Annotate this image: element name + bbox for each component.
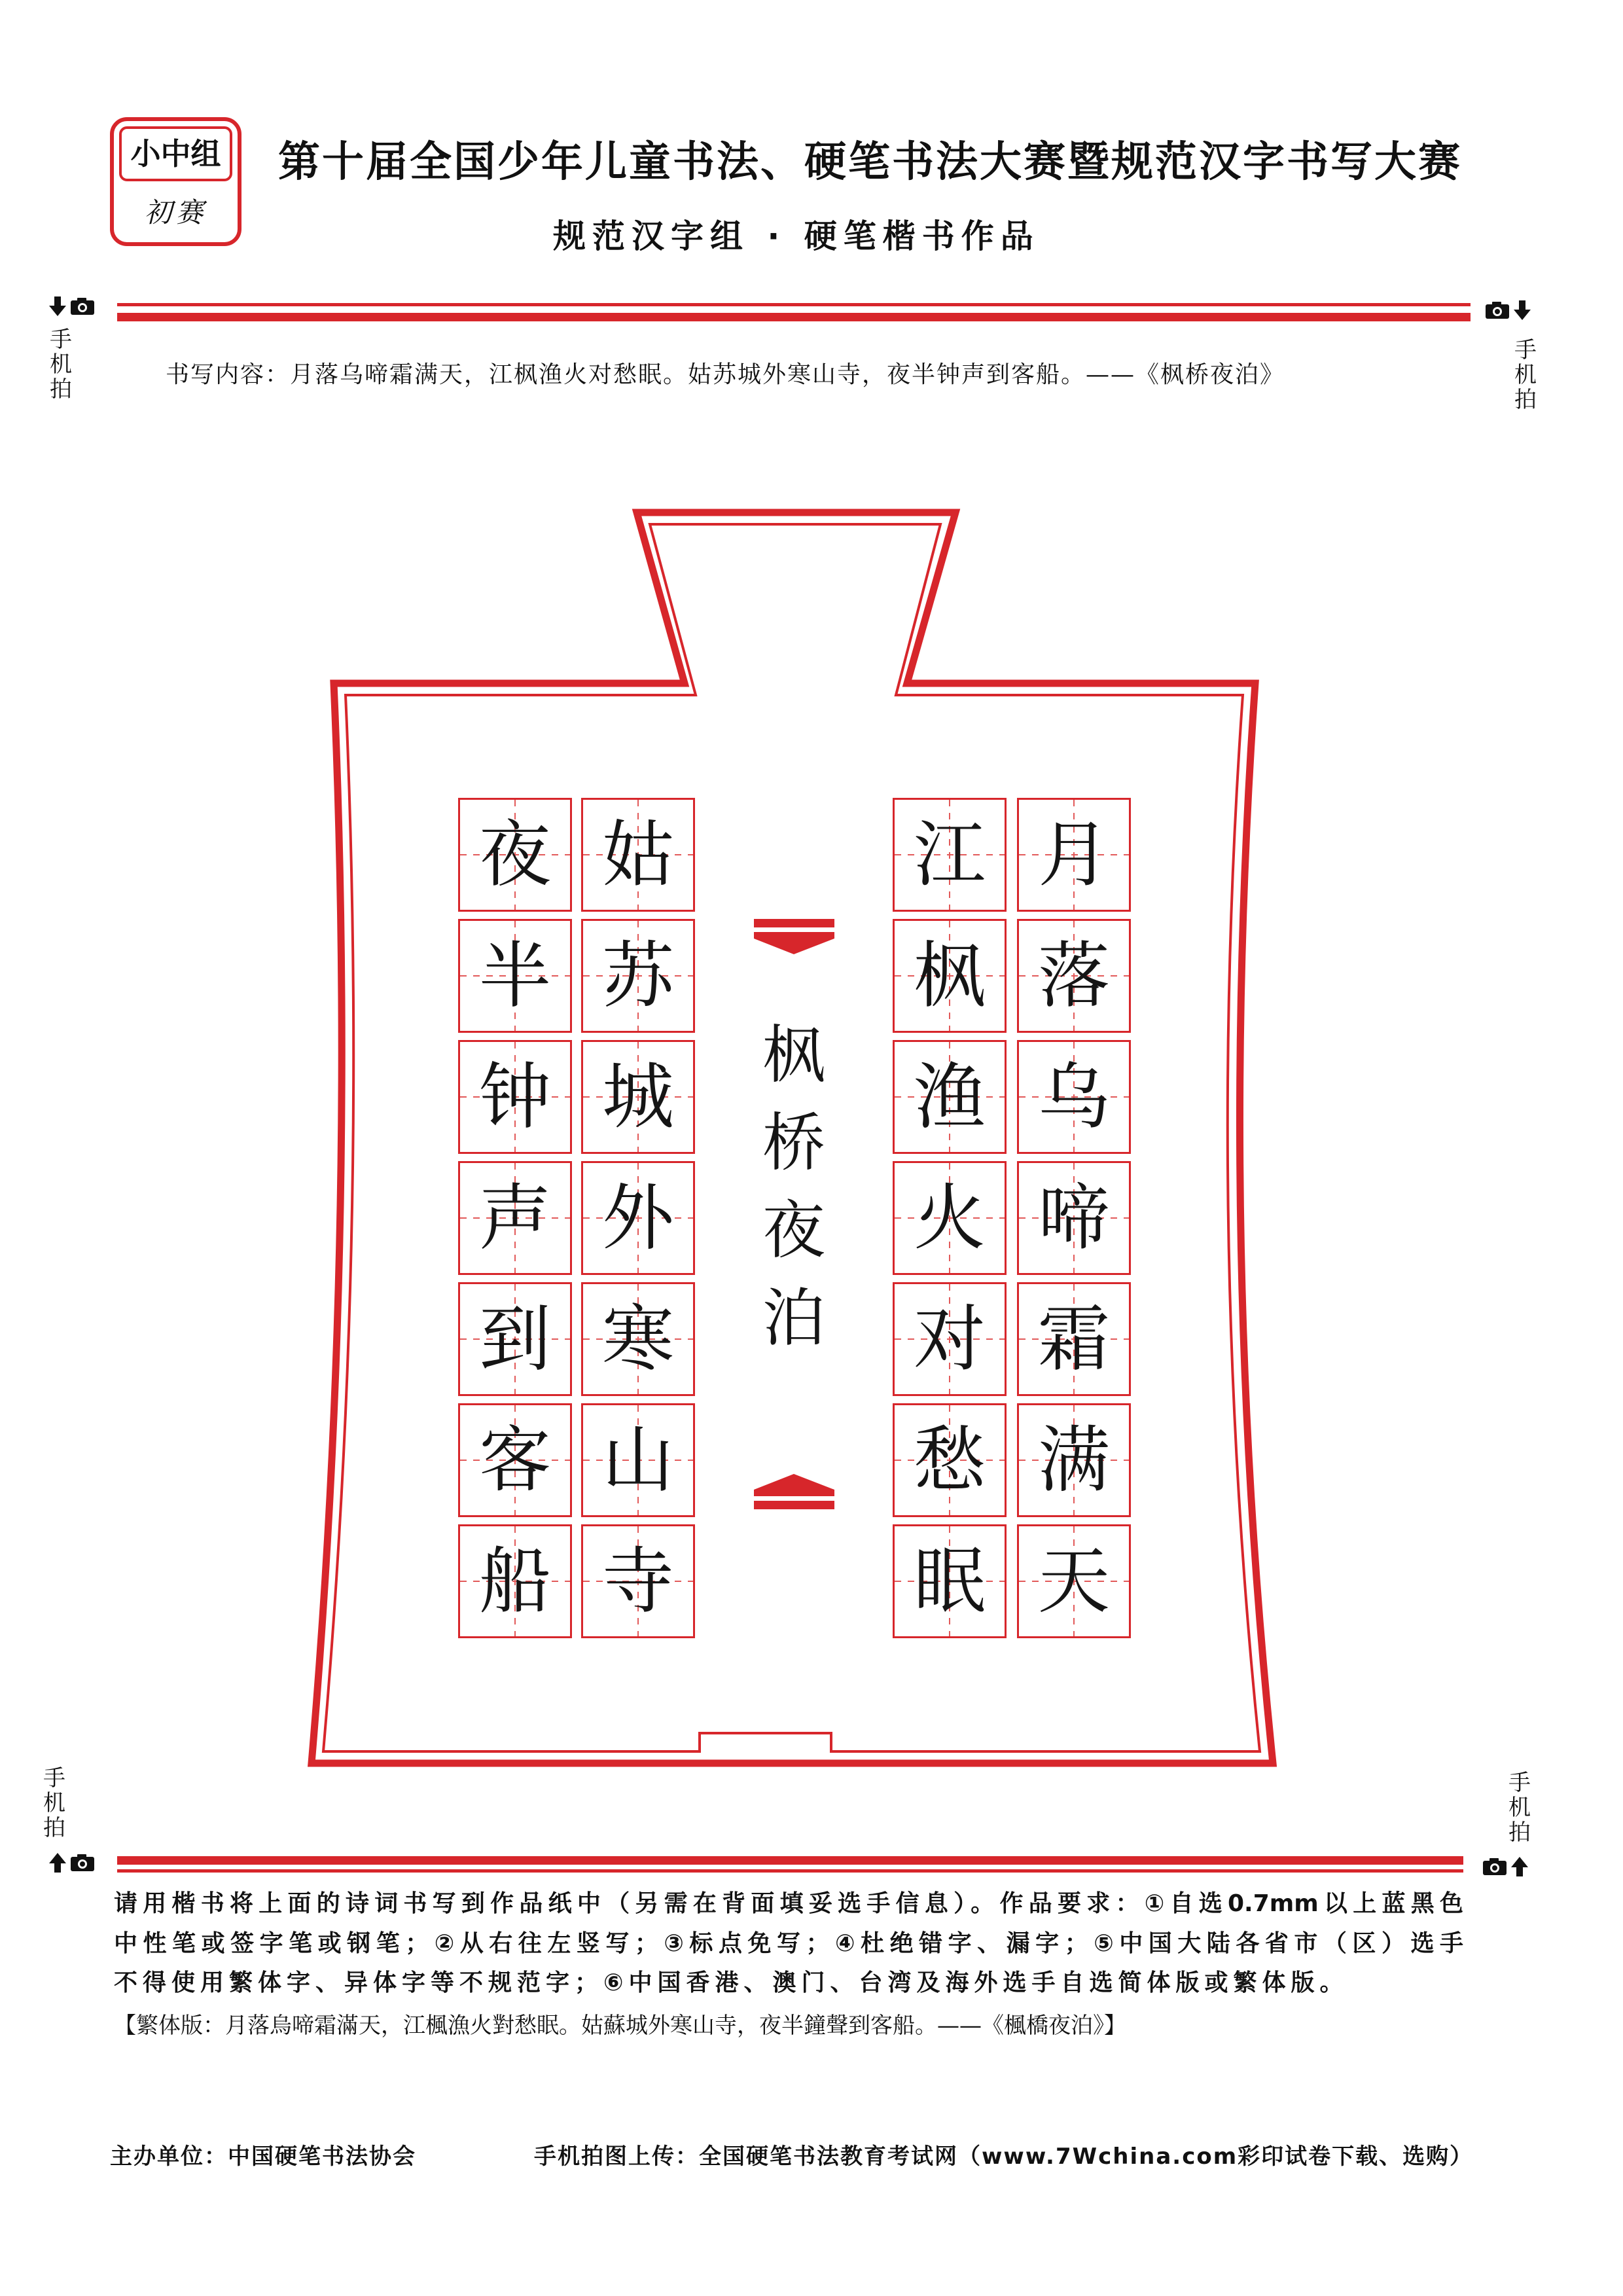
camera-icon (69, 1853, 96, 1873)
traditional-version-line: 【繁体版：月落烏啼霜滿天，江楓漁火對愁眠。姑蘇城外寒山寺，夜半鐘聲到客船。——《楓橋夜泊》】 (114, 2013, 1126, 2039)
badge-round-label: 初赛 (144, 196, 207, 228)
grid-cell (458, 1040, 572, 1154)
work-title-char: 枫 (762, 1018, 825, 1092)
grid-character: 寺 (602, 1539, 674, 1623)
title-ornament-bottom (754, 1474, 834, 1509)
grid-character: 夜 (479, 813, 551, 897)
photo-marker-label: 手机拍 (1508, 1770, 1531, 1846)
grid-cell (893, 919, 1007, 1033)
organizer-text: 主办单位：中国硬笔书法协会 (110, 2144, 416, 2170)
grid-cell (458, 1282, 572, 1396)
grid-character: 船 (479, 1539, 551, 1623)
grid-character: 姑 (602, 813, 674, 897)
instruction-line: 中性笔或签字笔或钢笔；②从右往左竖写；③标点免写；④杜绝错字、漏字；⑤中国大陆各省市（区）选手 (114, 1930, 1463, 1957)
arrow-up-icon (1510, 1856, 1529, 1877)
grid-character: 外 (602, 1176, 674, 1260)
arrow-up-icon (48, 1852, 67, 1873)
grid-character: 火 (914, 1176, 986, 1260)
grid-cell (893, 1282, 1007, 1396)
grid-cell (1017, 1161, 1131, 1275)
grid-character: 满 (1038, 1418, 1110, 1502)
grid-cell (893, 1161, 1007, 1275)
grid-character: 枫 (914, 934, 986, 1018)
grid-character: 对 (914, 1297, 986, 1381)
work-title-char: 夜 (762, 1194, 825, 1267)
grid-cell (581, 1161, 695, 1275)
camera-icon (1482, 1857, 1508, 1876)
grid-character: 到 (479, 1297, 551, 1381)
grid-character: 啼 (1038, 1176, 1110, 1260)
grid-character: 钟 (479, 1055, 551, 1139)
grid-cell (458, 1403, 572, 1517)
grid-cell (581, 1524, 695, 1638)
grid-character: 落 (1038, 934, 1110, 1018)
grid-cell (581, 919, 695, 1033)
grid-character: 客 (479, 1418, 551, 1502)
grid-cell (458, 1161, 572, 1275)
grid-character: 月 (1038, 813, 1110, 897)
grid-character: 半 (479, 934, 551, 1018)
page-title: 第十届全国少年儿童书法、硬笔书法大赛暨规范汉字书写大赛 (278, 137, 1462, 187)
grid-cell (581, 798, 695, 912)
grid-cell (581, 1282, 695, 1396)
writing-content-line: 书写内容：月落乌啼霜满天，江枫渔火对愁眠。姑苏城外寒山寺，夜半钟声到客船。——《枫桥夜泊》 (166, 361, 1285, 388)
grid-cell (893, 1040, 1007, 1154)
grid-character: 眠 (914, 1539, 986, 1623)
grid-cell (1017, 1403, 1131, 1517)
instruction-line: 请用楷书将上面的诗词书写到作品纸中（另需在背面填妥选手信息）。作品要求：①自选0.7mm以上蓝黑色 (114, 1890, 1463, 1917)
grid-cell (893, 1524, 1007, 1638)
grid-cell (458, 919, 572, 1033)
grid-character: 乌 (1038, 1055, 1110, 1139)
work-title-char: 泊 (762, 1282, 825, 1355)
grid-cell (458, 1524, 572, 1638)
upload-info-text: 手机拍图上传：全国硬笔书法教育考试网（www.7Wchina.com彩印试卷下载、选购） (534, 2144, 1474, 2170)
grid-character: 愁 (914, 1418, 986, 1502)
grid-character: 城 (602, 1055, 674, 1139)
grid-character: 山 (602, 1418, 674, 1502)
grid-cell (893, 1403, 1007, 1517)
grid-cell (458, 798, 572, 912)
photo-marker-label: 手机拍 (43, 1765, 65, 1841)
grid-character: 渔 (914, 1055, 986, 1139)
grid-cell (581, 1403, 695, 1517)
grid-cell (581, 1040, 695, 1154)
work-title-char: 桥 (762, 1106, 825, 1179)
grid-character: 苏 (602, 934, 674, 1018)
photo-marker-label: 手机拍 (1514, 337, 1537, 413)
grid-cell (1017, 919, 1131, 1033)
grid-cell (1017, 1040, 1131, 1154)
photo-marker-label: 手机拍 (50, 327, 72, 403)
grid-character: 寒 (602, 1297, 674, 1381)
badge-group-label: 小中组 (119, 126, 232, 181)
grid-character: 江 (914, 813, 986, 897)
instruction-line: 不得使用繁体字、异体字等不规范字；⑥中国香港、澳门、台湾及海外选手自选简体版或繁体版。 (114, 1969, 1349, 1996)
work-title (755, 1011, 833, 1362)
grid-cell (1017, 798, 1131, 912)
grid-character: 声 (479, 1176, 551, 1260)
grid-cell (1017, 1282, 1131, 1396)
grid-character: 霜 (1038, 1297, 1110, 1381)
title-ornament-top (754, 919, 834, 954)
photo-marker-bottom-left (48, 1852, 96, 1873)
grid-cell (893, 798, 1007, 912)
footer-rule-thick (117, 1856, 1463, 1865)
photo-marker-bottom-right (1482, 1856, 1529, 1877)
footer-rule-thin (117, 1869, 1463, 1873)
grid-character: 天 (1038, 1539, 1110, 1623)
page-subtitle: 规范汉字组 · 硬笔楷书作品 (553, 217, 1040, 255)
grid-cell (1017, 1524, 1131, 1638)
